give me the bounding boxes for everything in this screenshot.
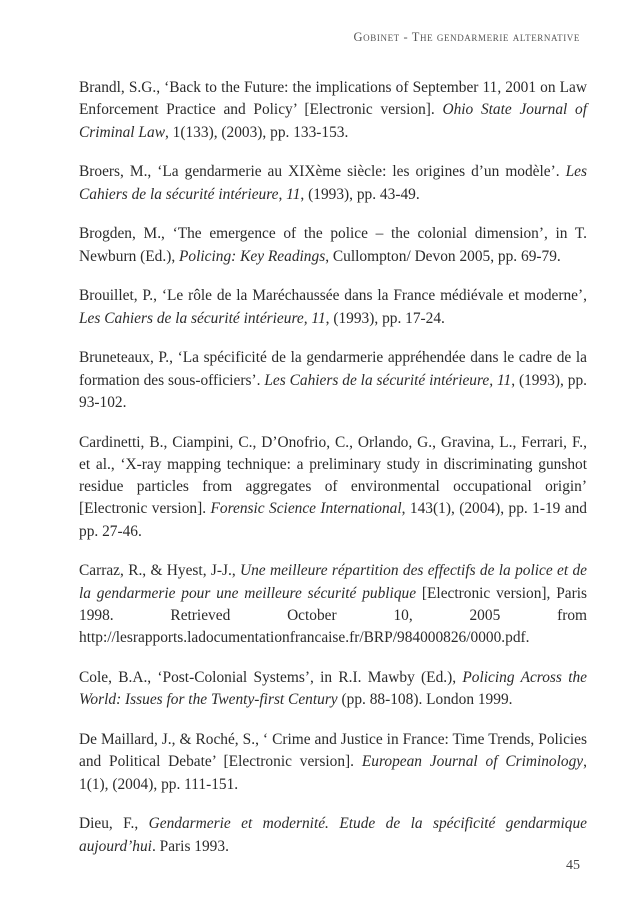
reference-publication-title: Policing Across the World: Issues for the Twenty-first Century bbox=[79, 668, 587, 709]
reference-list bbox=[79, 77, 587, 875]
reference-details: [Electronic version], Paris 1998. Retrieved October 10, 2005 from http://lesrapports.ladocumentationfrancaise.fr/BRP/984000826/0000.pdf. bbox=[79, 584, 587, 647]
reference-publication-title: Les Cahiers de la sécurité intérieure, 11 bbox=[264, 371, 512, 389]
reference-entry bbox=[79, 161, 587, 206]
reference-entry bbox=[79, 432, 587, 543]
reference-publication-title: Policing: Key Readings bbox=[179, 247, 326, 265]
reference-publication-title: Les Cahiers de la sécurité intérieure, 11 bbox=[79, 309, 326, 327]
reference-details: , Cullompton/ Devon 2005, pp. 69-79. bbox=[325, 247, 561, 265]
running-header: Gobinet - The gendarmerie alternative bbox=[353, 30, 580, 44]
reference-entry bbox=[79, 223, 587, 268]
reference-entry bbox=[79, 667, 587, 712]
reference-details: , 1(1), (2004), pp. 111-151. bbox=[79, 753, 587, 793]
reference-authors-and-article: De Maillard, J., & Roché, S., ‘ Crime and Justice in France: Time Trends, Policies and Political Debate’ [Electronic version]. bbox=[79, 730, 587, 771]
reference-publication-title: Une meilleure répartition des effectifs de la police et de la gendarmerie pour une meilleure sécurité publique bbox=[79, 562, 587, 602]
page-number: 45 bbox=[566, 858, 580, 873]
reference-details: , 143(1), (2004), pp. 1-19 and pp. 27-46. bbox=[79, 500, 587, 540]
reference-entry bbox=[79, 285, 587, 330]
reference-authors-and-article: Cardinetti, B., Ciampini, C., D’Onofrio, C., Orlando, G., Gravina, L., Ferrari, F., et al., ‘X-ray mapping technique: a preliminary study in discriminating gunshot residue particles from aggregates of environmental occupational origin’ [Electronic version]. bbox=[79, 433, 587, 518]
reference-publication-title: Forensic Science International bbox=[210, 500, 402, 518]
reference-publication-title: Gendarmerie et modernité. Etude de la spécificité gendarmique aujourd’hui bbox=[79, 815, 588, 855]
reference-entry bbox=[79, 77, 587, 144]
reference-entry bbox=[79, 347, 587, 414]
reference-details: . Paris 1993. bbox=[151, 837, 229, 855]
reference-publication-title: Les Cahiers de la sécurité intérieure, 11 bbox=[79, 163, 587, 203]
reference-details: , 1(133), (2003), pp. 133-153. bbox=[164, 123, 349, 141]
reference-publication-title: Ohio State Journal of Criminal Law bbox=[79, 101, 587, 141]
reference-authors-and-article: Brouillet, P., ‘Le rôle de la Maréchaussée dans la France médiévale et moderne’, bbox=[79, 287, 587, 305]
reference-details: , (1993), pp. 43-49. bbox=[300, 185, 420, 203]
reference-authors-and-article: Bruneteaux, P., ‘La spécificité de la gendarmerie appréhendée dans le cadre de la formation des sous-officiers’. bbox=[79, 349, 587, 389]
reference-authors-and-article: Broers, M., ‘La gendarmerie au XIXème siècle: les origines d’un modèle’. bbox=[79, 163, 566, 181]
reference-entry bbox=[79, 813, 587, 858]
reference-entry bbox=[79, 560, 587, 649]
reference-entry bbox=[79, 729, 587, 796]
reference-authors-and-article: Brandl, S.G., ‘Back to the Future: the implications of September 11, 2001 on Law Enforcement Practice and Policy’ [Electronic version]. bbox=[79, 79, 587, 119]
reference-publication-title: European Journal of Criminology bbox=[361, 753, 584, 771]
reference-details: , (1993), pp. 17-24. bbox=[325, 309, 445, 327]
reference-details: (pp. 88-108). London 1999. bbox=[337, 691, 513, 709]
reference-details: , (1993), pp. 93-102. bbox=[79, 371, 587, 411]
reference-authors-and-article: Brogden, M., ‘The emergence of the police – the colonial dimension’, in T. Newburn (Ed.), bbox=[79, 225, 587, 265]
reference-authors-and-article: Cole, B.A., ‘Post-Colonial Systems’, in R.I. Mawby (Ed.), bbox=[79, 668, 463, 686]
reference-authors-and-article: Carraz, R., & Hyest, J-J., bbox=[79, 562, 240, 580]
reference-authors-and-article: Dieu, F., bbox=[79, 815, 149, 833]
